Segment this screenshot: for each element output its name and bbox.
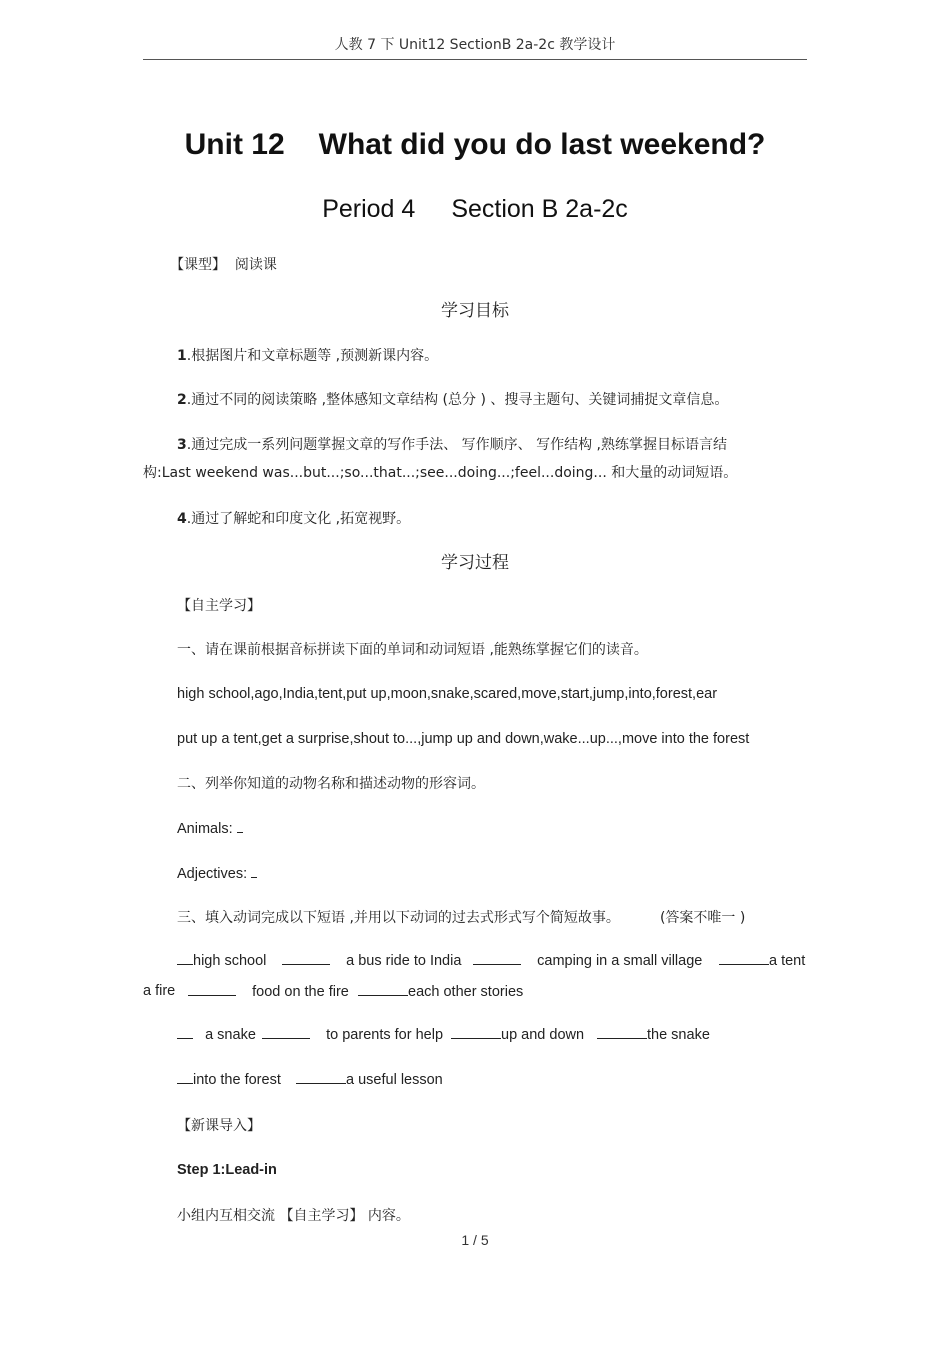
- page-title: [0, 128, 950, 162]
- objective-1: 1.根据图片和文章标题等 ,预测新课内容。: [177, 348, 439, 364]
- page-number: 1 / 5: [461, 1232, 489, 1248]
- title-unit: Unit 12: [184, 128, 285, 161]
- phrase-row-4-b: a useful lesson: [296, 1071, 443, 1088]
- blank[interactable]: [177, 1026, 193, 1039]
- blank[interactable]: [451, 1026, 501, 1039]
- animals-label: Animals:: [177, 821, 233, 837]
- phrase-row-2: a fire: [143, 983, 176, 999]
- task-1: 一、请在课前根据音标拼读下面的单词和动词短语 ,能熟练掌握它们的读音。: [177, 642, 648, 658]
- phrase-row-1-b: a bus ride to India: [282, 952, 461, 969]
- objective-4: 4.通过了解蛇和印度文化 ,拓宽视野。: [177, 511, 411, 527]
- adjectives-label: Adjectives:: [177, 866, 248, 882]
- task-3: 三、填入动词完成以下短语 ,并用以下动词的过去式形式写个简短故事。 (答案不唯一 ): [177, 910, 746, 926]
- step-1-text: 小组内互相交流 【自主学习】 内容。: [177, 1208, 410, 1224]
- phrase-row-3-c: up and down: [451, 1026, 584, 1043]
- new-lesson-label: 【新课导入】: [177, 1118, 261, 1134]
- task-3-note: (答案不唯一 ): [659, 910, 746, 926]
- header-rule: [143, 59, 807, 60]
- phrase-list: put up a tent,get a surprise,shout to...,jump up and down,wake...up...,move into the forest: [177, 731, 750, 747]
- blank[interactable]: [597, 1026, 647, 1039]
- phrase-row-1-d: a tent: [719, 952, 805, 969]
- running-header: 人教 7 下 Unit12 SectionB 2a-2c 教学设计: [334, 37, 616, 53]
- phrase-row-2-b: food on the fire: [188, 983, 349, 1000]
- blank[interactable]: [296, 1071, 346, 1084]
- objective-3-continuation: 构:Last weekend was...but...;so...that...;see...doing...;feel...doing... 和大量的动词短语。: [143, 465, 738, 481]
- step-1-title: Step 1:Lead-in: [177, 1162, 277, 1178]
- lesson-type-label: 【课型】: [170, 257, 226, 273]
- phrase-row-1-c: camping in a small village: [473, 952, 702, 969]
- animals-line: [177, 820, 243, 837]
- page-subtitle: [0, 195, 950, 224]
- title-question: What did you do last weekend?: [318, 128, 766, 161]
- blank[interactable]: [473, 952, 521, 965]
- objective-2: 2.通过不同的阅读策略 ,整体感知文章结构 (总分 ) 、搜寻主题句、关键词捕捉文章信息。: [177, 392, 729, 408]
- process-heading: 学习过程: [441, 553, 509, 573]
- objective-3: 3.通过完成一系列问题掌握文章的写作手法、 写作顺序、 写作结构 ,熟练掌握目标语言结: [177, 437, 727, 453]
- subtitle-period: Period 4: [322, 195, 416, 223]
- lesson-type-value: 阅读课: [234, 257, 277, 273]
- adjectives-line: [177, 865, 257, 882]
- phrase-row-4: into the forest: [177, 1071, 281, 1088]
- blank[interactable]: [177, 1071, 193, 1084]
- blank[interactable]: [282, 952, 330, 965]
- self-study-label: 【自主学习】: [177, 598, 261, 614]
- task-2: 二、列举你知道的动物名称和描述动物的形容词。: [177, 776, 485, 792]
- lesson-type: [170, 254, 277, 274]
- phrase-row-3: a snake: [177, 1026, 256, 1043]
- blank[interactable]: [719, 952, 769, 965]
- phrase-row-3-d: the snake: [597, 1026, 710, 1043]
- blank[interactable]: [262, 1026, 310, 1039]
- phrase-row-3-b: to parents for help: [262, 1026, 443, 1043]
- blank[interactable]: [177, 952, 193, 965]
- word-list: high school,ago,India,tent,put up,moon,snake,scared,move,start,jump,into,forest,ear: [177, 686, 718, 702]
- animals-blank[interactable]: [237, 820, 243, 833]
- adjectives-blank[interactable]: [251, 865, 257, 878]
- blank[interactable]: [188, 983, 236, 996]
- subtitle-section: Section B 2a-2c: [451, 195, 628, 223]
- phrase-row-2-c: each other stories: [358, 983, 523, 1000]
- objectives-heading: 学习目标: [441, 301, 509, 321]
- phrase-row-1: high school: [177, 952, 266, 969]
- blank[interactable]: [358, 983, 408, 996]
